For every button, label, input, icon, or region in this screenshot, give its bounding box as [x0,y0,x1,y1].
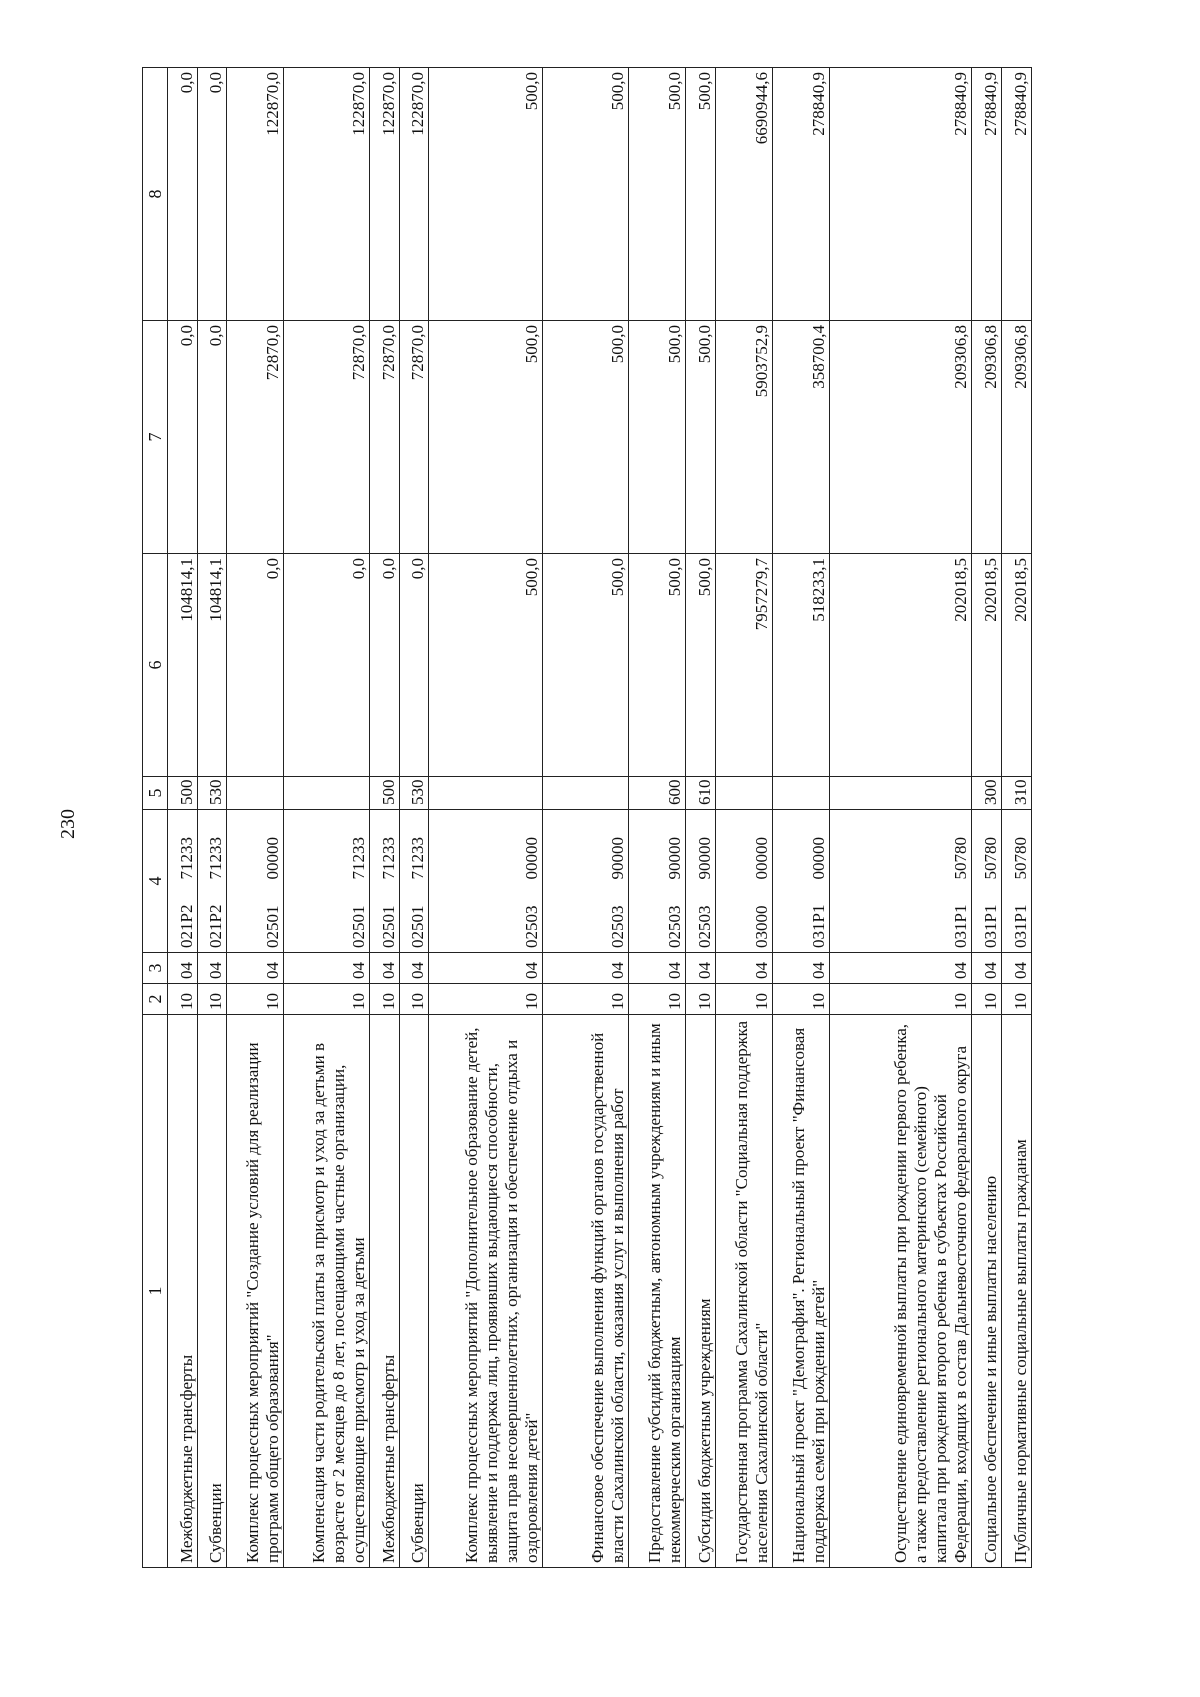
expense-type-cell [429,777,543,810]
row-name-cell: Осуществление единовременной выплаты при рождении первого ребенка, а также предоставление регионального материнского (семейного) капитала при рождении второго ребенка в субъектах Российской Федерации, входящих в состав Дальневосточного федерального округа [829,1015,972,1568]
table-row [772,68,829,1568]
amount-col7-cell: 0,0 [197,321,227,554]
row-name-cell: Субсидии бюджетным учреждениям [686,1015,716,1568]
row-name-cell: Комплекс процессных мероприятий "Создание условий для реализации программ общего образования" [227,1015,284,1568]
table-row [429,68,543,1568]
amount-col6-cell: 0,0 [370,554,400,777]
amount-col6-cell: 202018,5 [829,554,972,777]
table-row [197,68,227,1568]
expense-direction-cell: 71233 [284,810,370,886]
amount-col6-cell: 104814,1 [197,554,227,777]
amount-col8-cell: 500,0 [429,68,543,321]
section-cell: 10 [399,984,429,1015]
table-row [715,68,772,1568]
expense-direction-cell: 71233 [197,810,227,886]
expense-type-cell [772,777,829,810]
amount-col6-cell: 500,0 [686,554,716,777]
header-col-6: 6 [143,554,168,777]
target-article-cell: 031P1 [772,886,829,953]
target-article-cell: 021P2 [197,886,227,953]
amount-col7-cell: 72870,0 [399,321,429,554]
header-col-2: 2 [143,984,168,1015]
section-cell: 10 [772,984,829,1015]
header-col-3: 3 [143,953,168,984]
expense-type-cell [284,777,370,810]
header-col-5: 5 [143,777,168,810]
expense-type-cell: 310 [1002,777,1032,810]
amount-col7-cell: 209306,8 [1002,321,1032,554]
budget-table [142,67,1032,1568]
expense-direction-cell: 71233 [399,810,429,886]
subsection-cell: 04 [543,953,629,984]
row-name-cell: Предоставление субсидий бюджетным, автономным учреждениям и иным некоммерческим организациям [629,1015,686,1568]
row-name-cell: Комплекс процессных мероприятий "Дополнительное образование детей, выявление и поддержка лиц, проявивших выдающиеся способности, защита прав несовершеннолетних, организация и обеспечение отдыха и оздоровления детей" [429,1015,543,1568]
amount-col8-cell: 278840,9 [1002,68,1032,321]
row-name-cell: Государственная программа Сахалинской области "Социальная поддержка населения Сахалинской области" [715,1015,772,1568]
amount-col8-cell: 0,0 [168,68,198,321]
row-name-cell: Субвенции [197,1015,227,1568]
row-name-cell: Компенсация части родительской платы за присмотр и уход за детьми в возрасте от 2 месяцев до 8 лет, посещающими частные организации, осуществляющие присмотр и уход за детьми [284,1015,370,1568]
amount-col8-cell: 6690944,6 [715,68,772,321]
target-article-cell: 02503 [629,886,686,953]
target-article-cell: 02503 [543,886,629,953]
amount-col6-cell: 0,0 [399,554,429,777]
header-col-4: 4 [143,810,168,953]
amount-col7-cell: 209306,8 [972,321,1002,554]
row-name-cell: Национальный проект "Демография". Региональный проект "Финансовая поддержка семей при рождении детей" [772,1015,829,1568]
amount-col6-cell: 500,0 [629,554,686,777]
page-number: 230 [57,809,79,839]
row-name-cell: Социальное обеспечение и иные выплаты населению [972,1015,1002,1568]
expense-direction-cell: 90000 [629,810,686,886]
subsection-cell: 04 [686,953,716,984]
amount-col7-cell: 209306,8 [829,321,972,554]
row-name-cell: Межбюджетные трансферты [168,1015,198,1568]
table-body [168,68,1032,1568]
subsection-cell: 04 [168,953,198,984]
amount-col8-cell: 278840,9 [972,68,1002,321]
target-article-cell: 02503 [686,886,716,953]
amount-col8-cell: 122870,0 [284,68,370,321]
rotated-table-container [142,68,1032,1568]
section-cell: 10 [686,984,716,1015]
expense-direction-cell: 50780 [972,810,1002,886]
target-article-cell: 02501 [284,886,370,953]
header-row [143,68,168,1568]
expense-direction-cell: 00000 [227,810,284,886]
subsection-cell: 04 [629,953,686,984]
amount-col7-cell: 72870,0 [370,321,400,554]
amount-col7-cell: 0,0 [168,321,198,554]
amount-col6-cell: 7957279,7 [715,554,772,777]
subsection-cell: 04 [972,953,1002,984]
section-cell: 10 [715,984,772,1015]
target-article-cell: 031P1 [829,886,972,953]
amount-col7-cell: 358700,4 [772,321,829,554]
amount-col6-cell: 0,0 [227,554,284,777]
section-cell: 10 [972,984,1002,1015]
target-article-cell: 02501 [227,886,284,953]
row-name-cell: Публичные нормативные социальные выплаты гражданам [1002,1015,1032,1568]
row-name-cell: Межбюджетные трансферты [370,1015,400,1568]
table-row [227,68,284,1568]
subsection-cell: 04 [197,953,227,984]
expense-type-cell [715,777,772,810]
section-cell: 10 [370,984,400,1015]
expense-type-cell: 600 [629,777,686,810]
expense-type-cell: 530 [197,777,227,810]
subsection-cell: 04 [227,953,284,984]
table-row [370,68,400,1568]
expense-direction-cell: 90000 [543,810,629,886]
subsection-cell: 04 [715,953,772,984]
expense-type-cell [227,777,284,810]
expense-type-cell [543,777,629,810]
amount-col6-cell: 104814,1 [168,554,198,777]
target-article-cell: 031P1 [972,886,1002,953]
subsection-cell: 04 [370,953,400,984]
amount-col7-cell: 500,0 [543,321,629,554]
table-row [543,68,629,1568]
amount-col6-cell: 202018,5 [972,554,1002,777]
subsection-cell: 04 [284,953,370,984]
table-row [686,68,716,1568]
table-row [629,68,686,1568]
row-name-cell: Субвенции [399,1015,429,1568]
section-cell: 10 [168,984,198,1015]
expense-direction-cell: 00000 [715,810,772,886]
expense-type-cell: 610 [686,777,716,810]
table-row [972,68,1002,1568]
expense-direction-cell: 00000 [429,810,543,886]
amount-col8-cell: 122870,0 [399,68,429,321]
amount-col6-cell: 500,0 [543,554,629,777]
expense-direction-cell: 00000 [772,810,829,886]
amount-col6-cell: 202018,5 [1002,554,1032,777]
expense-direction-cell: 50780 [829,810,972,886]
section-cell: 10 [543,984,629,1015]
expense-direction-cell: 71233 [370,810,400,886]
amount-col8-cell: 500,0 [543,68,629,321]
table-row [829,68,972,1568]
subsection-cell: 04 [1002,953,1032,984]
table-row [284,68,370,1568]
target-article-cell: 02501 [399,886,429,953]
section-cell: 10 [227,984,284,1015]
target-article-cell: 02501 [370,886,400,953]
expense-type-cell: 300 [972,777,1002,810]
expense-type-cell [829,777,972,810]
amount-col6-cell: 500,0 [429,554,543,777]
subsection-cell: 04 [829,953,972,984]
amount-col8-cell: 122870,0 [227,68,284,321]
table-row [1002,68,1032,1568]
target-article-cell: 02503 [429,886,543,953]
target-article-cell: 021P2 [168,886,198,953]
table-row [399,68,429,1568]
header-col-1: 1 [143,1015,168,1568]
amount-col8-cell: 0,0 [197,68,227,321]
amount-col8-cell: 278840,9 [772,68,829,321]
section-cell: 10 [429,984,543,1015]
section-cell: 10 [197,984,227,1015]
amount-col6-cell: 518233,1 [772,554,829,777]
amount-col7-cell: 72870,0 [284,321,370,554]
expense-type-cell: 500 [370,777,400,810]
subsection-cell: 04 [399,953,429,984]
header-col-8: 8 [143,68,168,321]
amount-col7-cell: 500,0 [629,321,686,554]
expense-type-cell: 530 [399,777,429,810]
expense-direction-cell: 71233 [168,810,198,886]
subsection-cell: 04 [772,953,829,984]
subsection-cell: 04 [429,953,543,984]
target-article-cell: 03000 [715,886,772,953]
amount-col8-cell: 278840,9 [829,68,972,321]
amount-col7-cell: 72870,0 [227,321,284,554]
table-row [168,68,198,1568]
row-name-cell: Финансовое обеспечение выполнения функций органов государственной власти Сахалинской области, оказания услуг и выполнения работ [543,1015,629,1568]
amount-col7-cell: 5903752,9 [715,321,772,554]
header-col-7: 7 [143,321,168,554]
expense-type-cell: 500 [168,777,198,810]
section-cell: 10 [284,984,370,1015]
section-cell: 10 [1002,984,1032,1015]
table-header [143,68,168,1568]
amount-col7-cell: 500,0 [686,321,716,554]
expense-direction-cell: 90000 [686,810,716,886]
amount-col6-cell: 0,0 [284,554,370,777]
expense-direction-cell: 50780 [1002,810,1032,886]
section-cell: 10 [829,984,972,1015]
amount-col8-cell: 500,0 [629,68,686,321]
amount-col8-cell: 122870,0 [370,68,400,321]
target-article-cell: 031P1 [1002,886,1032,953]
section-cell: 10 [629,984,686,1015]
amount-col8-cell: 500,0 [686,68,716,321]
amount-col7-cell: 500,0 [429,321,543,554]
